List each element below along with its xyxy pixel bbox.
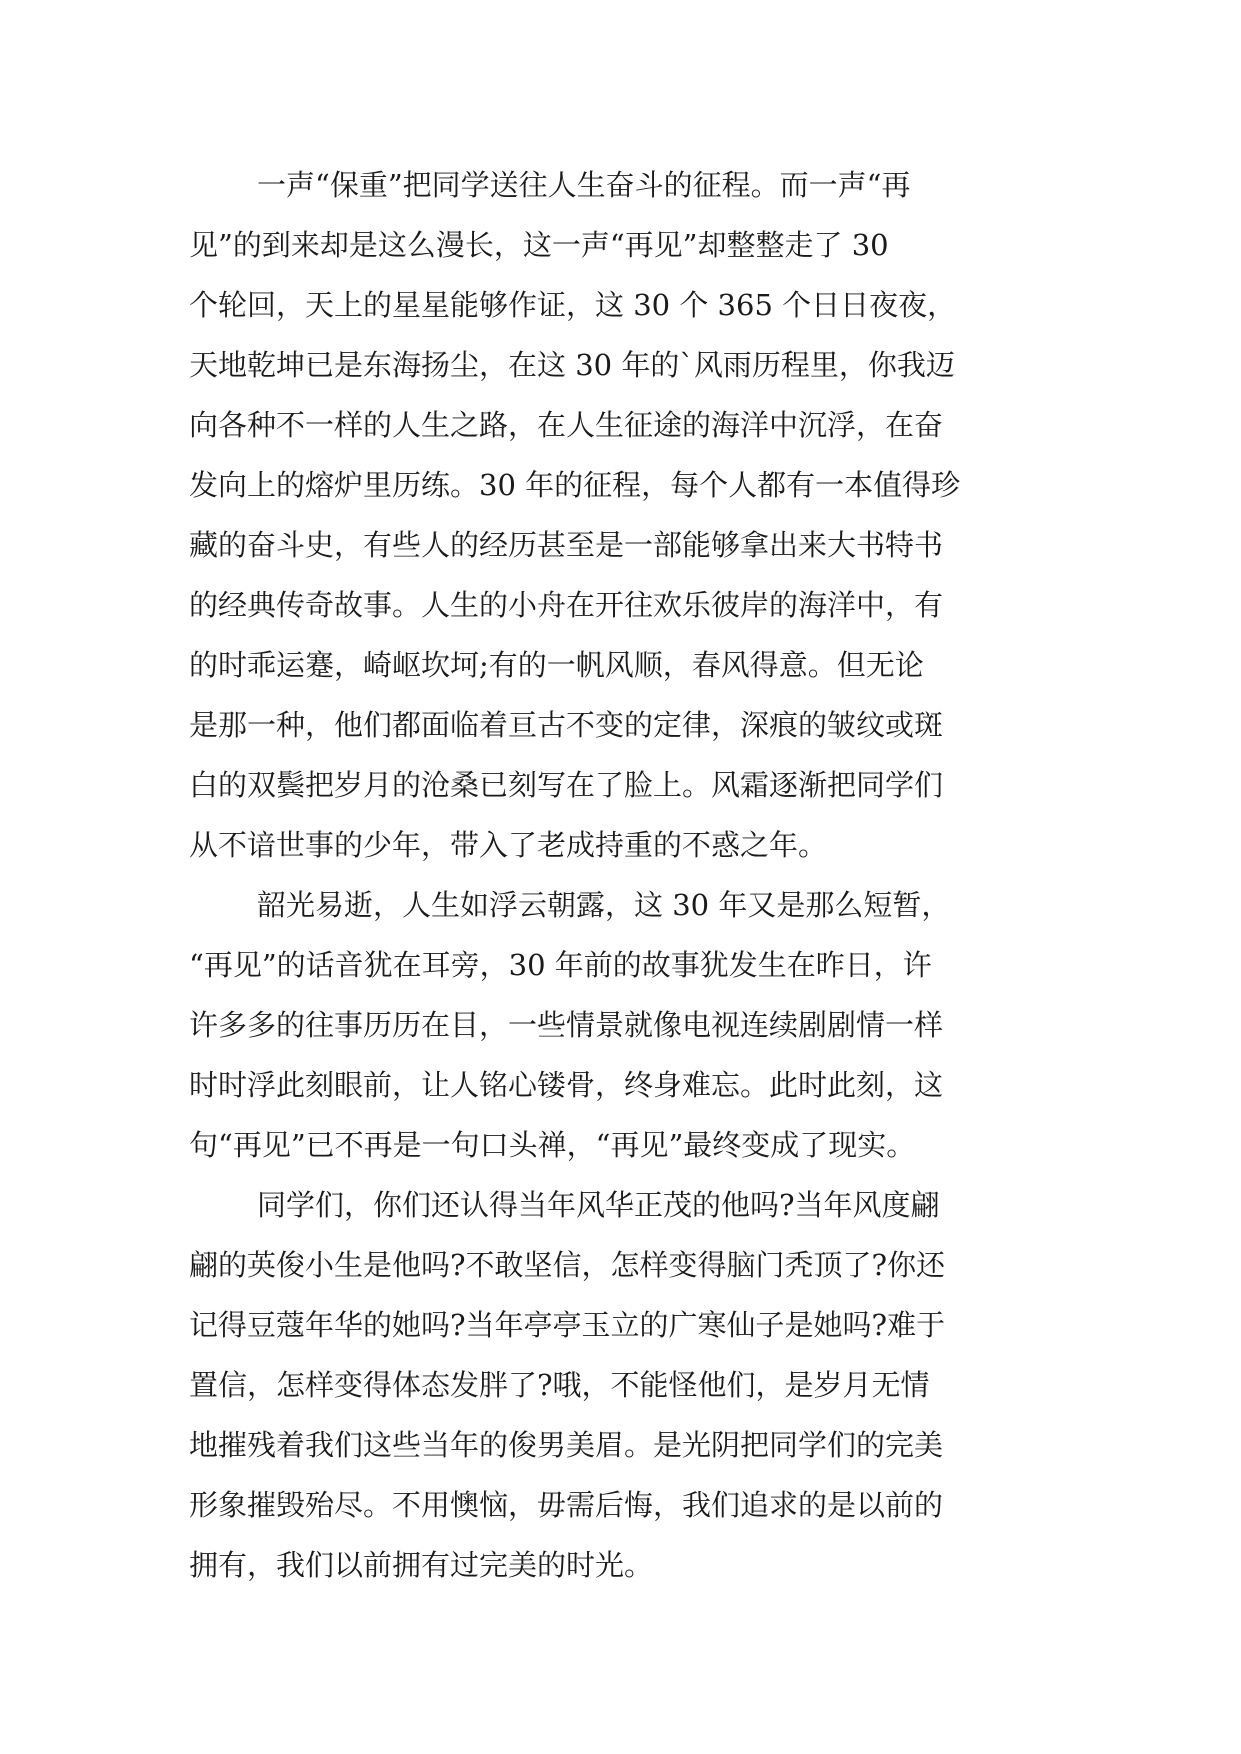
paragraph-2 <box>189 875 1059 1175</box>
text-line: 向各种不一样的人生之路，在人生征途的海洋中沉浮，在奋 <box>189 408 944 442</box>
text-line: 韶光易逝，人生如浮云朝露，这 30 年又是那么短暂， <box>257 888 951 922</box>
text-line: 天地乾坤已是东海扬尘，在这 30 年的`风雨历程里，你我迈 <box>189 348 955 382</box>
paragraph-3 <box>189 1175 1059 1595</box>
text-line: 的时乖运蹇，崎岖坎坷;有的一帆风顺，春风得意。但无论 <box>189 648 924 682</box>
text-line: 白的双鬓把岁月的沧桑已刻写在了脸上。风霜逐渐把同学们 <box>189 768 944 802</box>
text-line: 置信，怎样变得体态发胖了?哦，不能怪他们，是岁月无情 <box>189 1368 930 1402</box>
text-line: 个轮回，天上的星星能够作证，这 30 个 365 个日日夜夜， <box>189 288 957 322</box>
text-line: 见”的到来却是这么漫长，这一声“再见”却整整走了 30 <box>189 228 889 262</box>
text-line: 翩的英俊小生是他吗?不敢坚信，怎样变得脑门秃顶了?你还 <box>189 1248 946 1282</box>
text-line: 许多多的往事历历在目，一些情景就像电视连续剧剧情一样 <box>189 1008 944 1042</box>
text-line: 时时浮此刻眼前，让人铭心镂骨，终身难忘。此时此刻，这 <box>189 1068 944 1102</box>
text-line: 是那一种，他们都面临着亘古不变的定律，深痕的皱纹或斑 <box>189 708 944 742</box>
paragraph-1 <box>189 155 1059 875</box>
text-line: 藏的奋斗史，有些人的经历甚至是一部能够拿出来大书特书 <box>189 528 944 562</box>
text-line: 句“再见”已不再是一句口头禅，“再见”最终变成了现实。 <box>189 1128 916 1162</box>
text-line: 一声“保重”把同学送往人生奋斗的征程。而一声“再 <box>257 168 911 202</box>
text-line: 同学们，你们还认得当年风华正茂的他吗?当年风度翩 <box>257 1188 940 1222</box>
document-body <box>189 155 1059 1595</box>
text-line: 发向上的熔炉里历练。30 年的征程，每个人都有一本值得珍 <box>189 468 961 502</box>
text-line: 拥有，我们以前拥有过完美的时光。 <box>189 1548 654 1582</box>
text-line: 形象摧毁殆尽。不用懊恼，毋需后悔，我们追求的是以前的 <box>189 1488 944 1522</box>
text-line: 从不谙世事的少年，带入了老成持重的不惑之年。 <box>189 828 828 862</box>
text-line: 地摧残着我们这些当年的俊男美眉。是光阴把同学们的完美 <box>189 1428 944 1462</box>
text-line: 的经典传奇故事。人生的小舟在开往欢乐彼岸的海洋中，有 <box>189 588 944 622</box>
text-line: 记得豆蔻年华的她吗?当年亭亭玉立的广寒仙子是她吗?难于 <box>189 1308 946 1342</box>
text-line: “再见”的话音犹在耳旁，30 年前的故事犹发生在昨日，许 <box>189 948 932 982</box>
